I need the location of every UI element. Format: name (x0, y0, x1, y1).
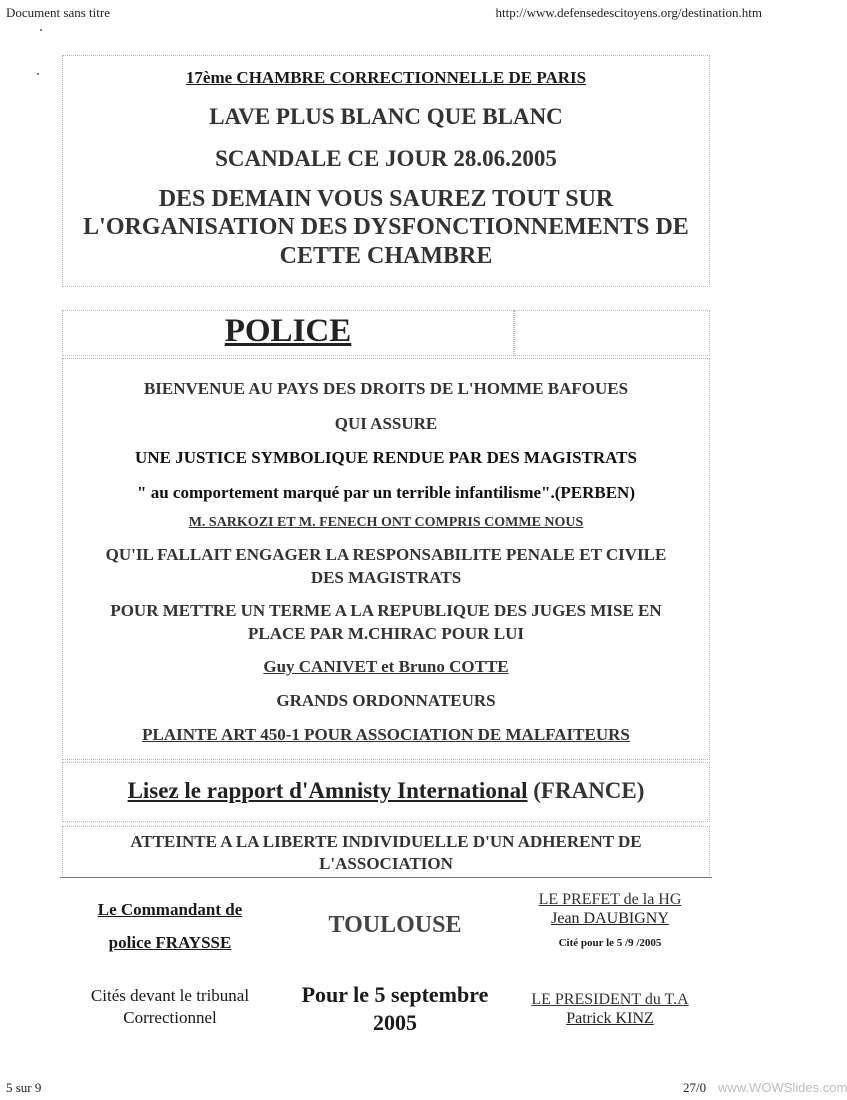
statement-line-2: QUI ASSURE (334, 414, 438, 433)
atteinte-line-a: ATTEINTE A LA LIBERTE INDIVIDUELLE D'UN ADHERENT DE (130, 832, 642, 851)
statement-line-6a: QU'IL FALLAIT ENGAGER LA RESPONSABILITE PENALE ET CIVILE (105, 545, 667, 564)
amnesty-suffix: (FRANCE) (533, 778, 645, 803)
amnesty-box (62, 762, 710, 822)
date-block (280, 982, 510, 1036)
statement-quote: " au comportement marqué par un terrible infantilisme".(PERBEN) (137, 483, 635, 502)
prefet-line-b: Jean DAUBIGNY (551, 910, 669, 927)
prefet-note: Cité pour le 5 /9 /2005 (558, 937, 662, 949)
president-line-a: LE PRESIDENT du T.A (531, 991, 689, 1008)
prefet-block (515, 891, 705, 949)
page-counter: 5 sur 9 (6, 1080, 42, 1095)
commandant-line-a: Le Commandant de (97, 900, 243, 919)
amnesty-line (63, 778, 709, 804)
statement-line-7a: POUR METTRE UN TERME A LA REPUBLIQUE DES JUGES MISE EN (110, 601, 662, 620)
cites-line-a: Cités devant le tribunal (90, 986, 250, 1005)
scan-speck (40, 29, 42, 31)
page-header-title: Document sans titre (6, 5, 110, 20)
page-header-url: http://www.defensedescitoyens.org/destination.htm (495, 5, 762, 20)
commandant-line-b: police FRAYSSE (108, 933, 232, 952)
president-block (508, 991, 712, 1028)
statement-names: Guy CANIVET et Bruno COTTE (263, 657, 509, 676)
headline-line-3b: L'ORGANISATION DES DYSFONCTIONNEMENTS DE (83, 214, 689, 240)
statement-line-6b: DES MAGISTRATS (310, 568, 462, 587)
commandant-block (70, 900, 270, 953)
chamber-heading: 17ème CHAMBRE CORRECTIONNELLE DE PARIS (185, 68, 587, 87)
watermark: www.WOWSlides.com (718, 1080, 847, 1095)
footer-date: 27/0 (683, 1080, 707, 1095)
statement-line-9: GRANDS ORDONNATEURS (276, 691, 496, 710)
amnesty-text: Lisez le rapport d'Amnisty International (127, 778, 528, 803)
headline-line-2: SCANDALE CE JOUR 28.06.2005 (215, 146, 557, 171)
police-title: POLICE (224, 313, 352, 349)
atteinte-line-b: L'ASSOCIATION (319, 854, 453, 873)
prefet-line-a: LE PREFET de la HG (538, 891, 682, 908)
statement-line-7b: PLACE PAR M.CHIRAC POUR LUI (248, 624, 524, 643)
president-line-b: Patrick KINZ (566, 1010, 654, 1027)
headline-line-3c: CETTE CHAMBRE (279, 243, 493, 269)
headline-line-3a: DES DEMAIN VOUS SAUREZ TOUT SUR (158, 186, 614, 212)
police-side-box (514, 310, 710, 356)
headline-line-1: LAVE PLUS BLANC QUE BLANC (209, 104, 563, 129)
date-line-b: 2005 (373, 1010, 417, 1035)
main-statement-box (62, 358, 710, 760)
date-line-a: Pour le 5 septembre (301, 982, 489, 1007)
statement-line-5: M. SARKOZI ET M. FENECH ONT COMPRIS COMME NOUS (188, 515, 584, 530)
atteinte-box (62, 826, 710, 878)
statement-line-3: UNE JUSTICE SYMBOLIQUE RENDUE PAR DES MAGISTRATS (135, 448, 637, 467)
scan-speck (37, 73, 39, 75)
cites-line-b: Correctionnel (123, 1008, 217, 1027)
statement-line-1: BIENVENUE AU PAYS DES DROITS DE L'HOMME BAFOUES (143, 379, 629, 398)
divider (60, 877, 712, 878)
police-box (62, 310, 514, 356)
headline-box (62, 55, 710, 287)
cites-block (70, 986, 270, 1028)
statement-line-10: PLAINTE ART 450-1 POUR ASSOCIATION DE MALFAITEURS (142, 725, 630, 744)
toulouse-label: TOULOUSE (328, 912, 462, 938)
